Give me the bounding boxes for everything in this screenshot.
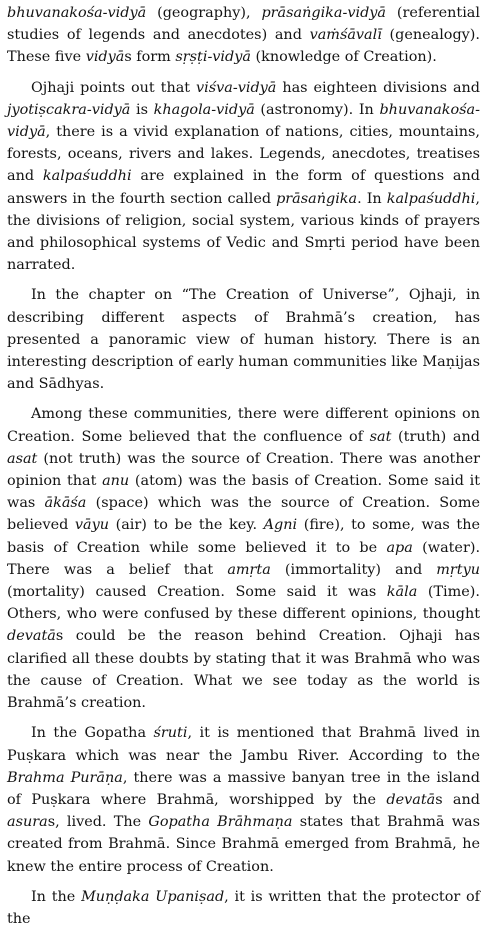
italic-term: sṛṣṭi-vidyā xyxy=(175,49,251,66)
paragraph xyxy=(7,722,480,877)
italic-term: apa xyxy=(386,539,413,556)
italic-term: jyotiṣcakra-vidyā xyxy=(7,101,131,118)
text-run: (atom) was the basis of Creation. Some said it was xyxy=(7,473,481,512)
paragraph xyxy=(7,2,480,69)
italic-term: Muṇḍaka Upaniṣad xyxy=(81,888,225,905)
italic-term: Brahma Purāṇa xyxy=(7,769,123,786)
text-run: In the Gopatha xyxy=(31,725,154,742)
italic-term: vāyu xyxy=(74,517,110,534)
italic-term: kalpaśuddhi xyxy=(42,168,132,185)
italic-term: prāsaṅgika xyxy=(276,190,358,207)
italic-term: kalpaśuddhi xyxy=(386,190,476,207)
text-run: (knowledge of Creation). xyxy=(250,49,437,66)
text-run: , it is written that the protector of the xyxy=(7,888,481,927)
text-run: s, lived. The xyxy=(47,814,149,831)
text-run: s and xyxy=(435,791,480,808)
italic-term: śruti xyxy=(153,725,188,742)
text-run: Among these communities, there were different opinions on Creation. Some believed that the confluence of xyxy=(7,406,480,445)
text-run: (truth) and xyxy=(391,428,480,445)
text-run: (mortality) caused Creation. Some said it was xyxy=(7,584,387,601)
text-run: , there is a vivid explanation of nations, cities, mountains, forests, oceans, rivers and lakes. Legends, anecdotes, treatises and xyxy=(7,124,480,185)
italic-term: devatā xyxy=(386,791,436,808)
text-run: , the divisions of religion, social system, various kinds of prayers and philosophical systems of Vedic and Smṛti period have been narrated. xyxy=(7,190,480,274)
paragraph xyxy=(7,886,480,930)
italic-term: asat xyxy=(7,450,38,467)
italic-term: bhuvanakośa-vidyā xyxy=(7,5,147,21)
text-run: has eighteen divisions and xyxy=(276,79,481,96)
italic-term: sat xyxy=(369,428,392,445)
text-run: In the xyxy=(31,888,82,905)
text-run: states that Brahmā was created from Brahmā. Since Brahmā emerged from Brahmā, he knew the entire process of Creation. xyxy=(7,814,480,875)
italic-term: vidyā xyxy=(85,49,125,66)
italic-term: viśva-vidyā xyxy=(196,79,277,96)
text-run: , it is mentioned that Brahmā lived in Puṣkara which was near the Jambu River. According to the xyxy=(7,725,481,764)
text-run: (fire), to some, was the basis of Creation while some believed it to be xyxy=(7,517,480,556)
text-run: . In xyxy=(357,190,387,207)
text-run: (water). There was a belief that xyxy=(7,539,481,578)
text-run: (not truth) was the source of Creation. There was another opinion that xyxy=(7,450,480,490)
text-run: (space) which was the source of Creation. Some believed xyxy=(7,495,480,534)
text-run: s could be the reason behind Creation. Ojhaji has clarified all these doubts by stating that it was Brahmā who was the cause of Creation. What we see today as the world is Brahmā’s creation. xyxy=(7,628,480,712)
text-run: (geography), xyxy=(146,5,262,21)
italic-term: anu xyxy=(102,473,130,490)
italic-term: kāla xyxy=(386,584,418,601)
italic-term: khagola-vidyā xyxy=(153,101,255,118)
paragraph xyxy=(7,77,480,277)
text-run: (Time). Others, who were confused by these different opinions, thought xyxy=(7,584,480,623)
text-run: (genealogy). These five xyxy=(7,27,480,66)
italic-term: bhuvanakośa-vidyā xyxy=(7,101,480,141)
italic-term: amṛta xyxy=(227,561,271,578)
text-run: , there was a massive banyan tree in the island of Puṣkara where Brahmā, worshipped by the xyxy=(7,769,480,808)
text-run: is xyxy=(130,101,154,118)
italic-term: asura xyxy=(7,814,48,831)
text-run: (immortality) and xyxy=(270,561,437,578)
italic-term: mṛtyu xyxy=(436,561,480,578)
text-run: Ojhaji points out that xyxy=(31,79,197,96)
text-run: (astronomy). In xyxy=(254,101,380,118)
text-run: (air) to be the key. xyxy=(109,517,264,534)
text-run: (referential studies of legends and anecdotes) and xyxy=(7,5,480,44)
text-run: are explained in the form of questions and answers in the fourth section called xyxy=(7,168,480,207)
text-run: In the chapter on “The Creation of Universe”, Ojhaji, in describing different aspects of Brahmā’s creation, has presented a panoramic view of human history. There is an interesting description of early human communities like Maṇijas and Sādhyas. xyxy=(7,287,480,393)
italic-term: prāsaṅgika-vidyā xyxy=(261,5,386,21)
italic-term: Agni xyxy=(263,517,298,534)
paragraph xyxy=(7,403,480,714)
text-run: s form xyxy=(124,49,176,66)
italic-term: ākāśa xyxy=(44,495,87,512)
italic-term: vaṁśāvalī xyxy=(309,27,382,44)
italic-term: Gopatha Brāhmaṇa xyxy=(148,814,293,831)
italic-term: devatā xyxy=(7,628,56,645)
paragraph xyxy=(7,284,480,395)
